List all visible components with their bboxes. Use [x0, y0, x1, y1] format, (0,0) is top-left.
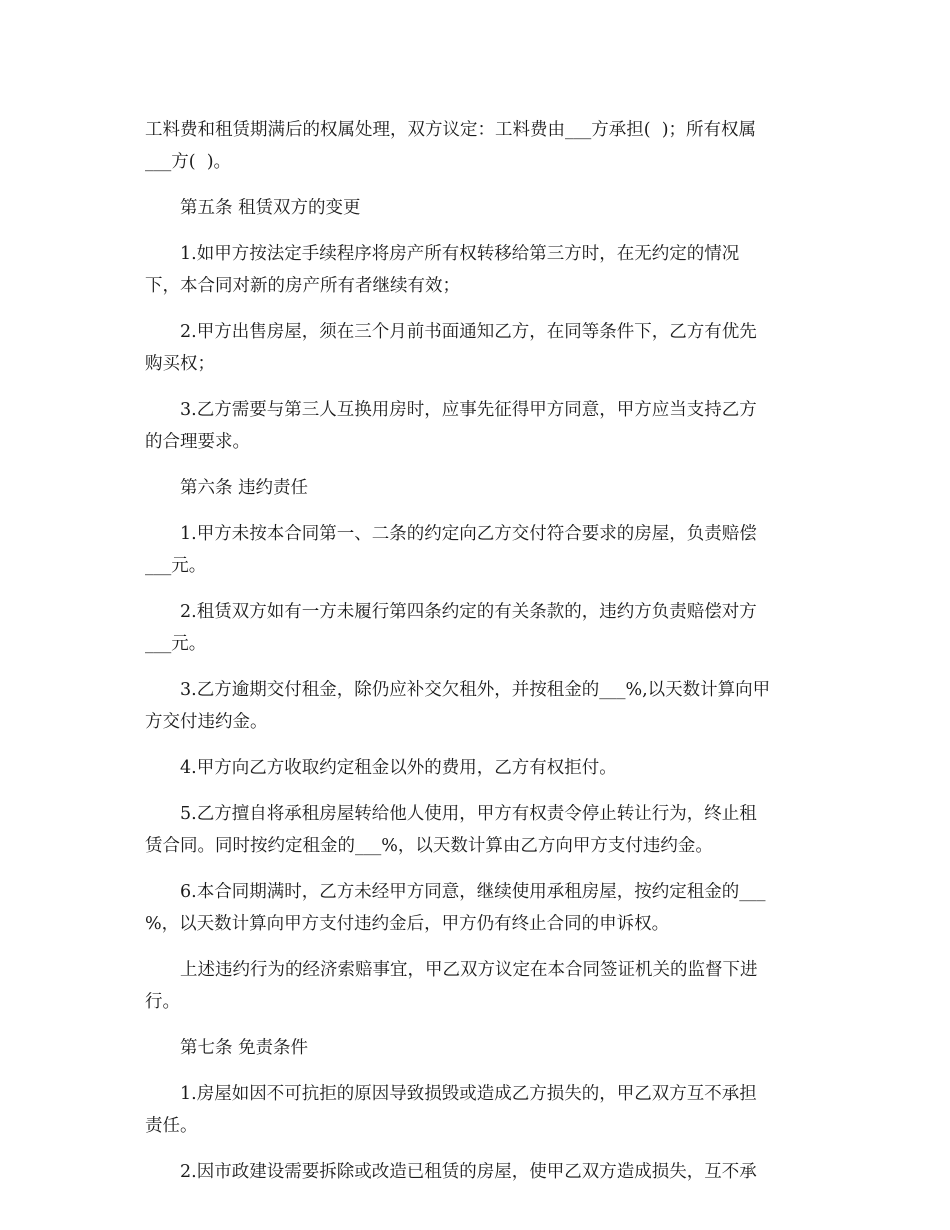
section-heading: 第五条 租赁双方的变更	[180, 198, 361, 218]
text-line: 1.如甲方按法定手续程序将房产所有权转移给第三方时，在无约定的情况	[180, 244, 740, 264]
text-line: 上述违约行为的经济索赔事宜，甲乙双方议定在本合同签证机关的监督下进	[180, 960, 758, 980]
document-body	[145, 114, 805, 1188]
text-line: 下，本合同对新的房产所有者继续有效；	[145, 276, 460, 296]
text-line: 赁合同。同时按约定租金的___%，以天数计算由乙方向甲方支付违约金。	[145, 836, 713, 856]
text-line: ___元。	[145, 634, 207, 654]
text-line: 4.甲方向乙方收取约定租金以外的费用，乙方有权拒付。	[180, 758, 617, 778]
text-line: 的合理要求。	[145, 432, 250, 452]
text-line: 1.房屋如因不可抗拒的原因导致损毁或造成乙方损失的，甲乙双方互不承担	[180, 1084, 757, 1104]
paragraph-7-1	[145, 1078, 805, 1142]
paragraph-6-2	[145, 596, 805, 660]
paragraph-6-6	[145, 876, 805, 940]
text-line: 工料费和租赁期满后的权属处理，双方议定：工料费由___方承担( )；所有权属	[145, 120, 757, 140]
paragraph-5-3	[145, 394, 805, 458]
paragraph-5-1	[145, 238, 805, 302]
paragraph-7-2	[145, 1156, 805, 1188]
text-line: 1.甲方未按本合同第一、二条的约定向乙方交付符合要求的房屋，负责赔偿	[180, 524, 757, 544]
section-heading-article-5	[145, 192, 805, 224]
section-heading: 第七条 免责条件	[180, 1038, 309, 1058]
text-line: 3.乙方逾期交付租金，除仍应补交欠租外，并按租金的___%,以天数计算向甲	[180, 680, 771, 700]
text-line: 6.本合同期满时，乙方未经甲方同意，继续使用承租房屋，按约定租金的___	[180, 882, 766, 902]
paragraph-material-cost	[145, 114, 805, 178]
text-line: ___元。	[145, 556, 207, 576]
section-heading-article-6	[145, 472, 805, 504]
section-heading: 第六条 违约责任	[180, 478, 309, 498]
text-line: 方交付违约金。	[145, 712, 268, 732]
paragraph-5-2	[145, 316, 805, 380]
text-line: %，以天数计算向甲方支付违约金后，甲方仍有终止合同的申诉权。	[145, 914, 670, 934]
paragraph-6-4	[145, 752, 805, 784]
paragraph-6-1	[145, 518, 805, 582]
section-heading-article-7	[145, 1032, 805, 1064]
text-line: 购买权；	[145, 354, 215, 374]
text-line: 2.因市政建设需要拆除或改造已租赁的房屋，使甲乙双方造成损失，互不承	[180, 1162, 757, 1182]
text-line: 3.乙方需要与第三人互换用房时，应事先征得甲方同意，甲方应当支持乙方	[180, 400, 757, 420]
text-line: 5.乙方擅自将承租房屋转给他人使用，甲方有权责令停止转让行为，终止租	[180, 804, 757, 824]
paragraph-6-3	[145, 674, 805, 738]
paragraph-6-summary	[145, 954, 805, 1018]
text-line: 行。	[145, 992, 180, 1012]
text-line: 2.甲方出售房屋，须在三个月前书面通知乙方，在同等条件下，乙方有优先	[180, 322, 757, 342]
paragraph-6-5	[145, 798, 805, 862]
text-line: 责任。	[145, 1116, 198, 1136]
text-line: ___方( )。	[145, 152, 232, 172]
text-line: 2.租赁双方如有一方未履行第四条约定的有关条款的，违约方负责赔偿对方	[180, 602, 757, 622]
